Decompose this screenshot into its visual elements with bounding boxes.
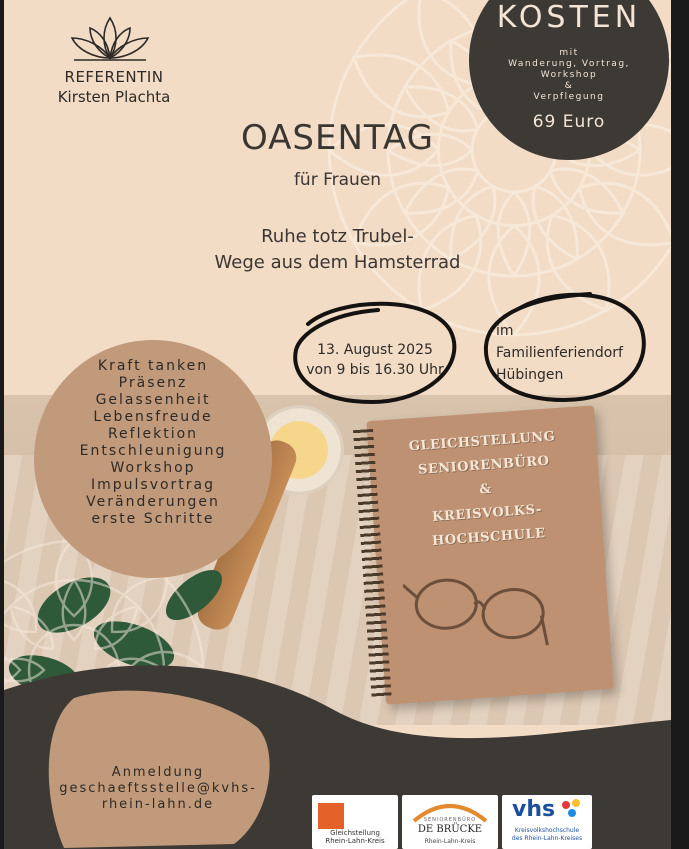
event-motto [4, 224, 671, 276]
topic-item: Entschleunigung [79, 443, 227, 459]
logo-gleichstellung [312, 795, 398, 849]
notebook-line: GLEICHSTELLUNG [408, 429, 556, 455]
motto-line: Ruhe totz Trubel- [261, 226, 414, 247]
notebook-line: SENIORENBÜRO [417, 453, 550, 478]
registration-info [44, 765, 272, 813]
time-line: von 9 bis 16.30 Uhr [306, 362, 444, 378]
bruecke-small-text: SENIORENBÜRO [423, 817, 477, 823]
topic-item: Impulsvortrag [90, 477, 216, 493]
event-title: OASENTAG [240, 118, 435, 158]
lotus-icon [64, 14, 156, 64]
vhs-dot-icon [562, 801, 570, 809]
referent-name: Kirsten Plachta [57, 88, 171, 106]
logo-vhs [502, 795, 592, 849]
topics-circle [34, 340, 272, 578]
flyer [4, 0, 671, 849]
topic-item: Kraft tanken [97, 358, 209, 374]
location-line: Hübingen [496, 367, 564, 383]
registration-email[interactable]: geschaeftsstelle@kvhs- [59, 781, 257, 796]
partner-logos [312, 795, 592, 849]
registration-label: Anmeldung [111, 765, 205, 780]
vhs-wordmark: vhs [512, 797, 556, 822]
motto-line: Wege aus dem Hamsterrad [214, 252, 461, 273]
event-subtitle: für Frauen [293, 170, 382, 190]
gleichstellung-mark-icon [318, 803, 344, 829]
topic-item: erste Schritte [91, 511, 215, 527]
registration-email[interactable]: rhein-lahn.de [101, 797, 215, 812]
gleichstellung-line: Gleichstellung [330, 829, 380, 837]
topic-item: Gelassenheit [95, 392, 211, 408]
bruecke-sub-text: Rhein-Lahn-Kreis [424, 838, 476, 845]
glasses-icon [402, 559, 558, 659]
topic-item: Veränderungen [86, 494, 220, 510]
price-detail-line: & [564, 81, 574, 91]
topic-item: Präsenz [118, 375, 188, 391]
vhs-line: Kreisvolkshochschule [514, 827, 580, 834]
vhs-dot-icon [572, 799, 580, 807]
logo-bruecke [402, 795, 498, 849]
location-line: im [496, 323, 514, 339]
price-detail-line: Wanderung, Vortrag, [508, 59, 630, 69]
topic-item: Workshop [110, 460, 196, 476]
price-heading: KOSTEN [496, 0, 642, 35]
gleichstellung-line: Rhein-Lahn-Kreis [325, 837, 385, 845]
price-detail-line: mit [559, 48, 579, 58]
notebook-line: & [478, 481, 493, 498]
vhs-text [502, 827, 592, 843]
price-value: 69 Euro [532, 112, 606, 132]
topic-item: Lebensfreude [93, 409, 213, 425]
price-detail-line: Verpflegung [533, 92, 605, 102]
price-detail-line: Workshop [540, 70, 598, 80]
notebook-cover-text [368, 425, 604, 561]
topic-item: Reflektion [107, 426, 199, 442]
date-line: 13. August 2025 [317, 342, 433, 358]
topics-list [34, 358, 272, 528]
vhs-line: des Rhein-Lahn-Kreises [511, 835, 583, 842]
referent-label: REFERENTIN [64, 68, 164, 86]
gleichstellung-text [312, 829, 398, 845]
notebook-line: KREISVOLKS- [431, 502, 543, 525]
notebook-line: HOCHSCHULE [431, 526, 546, 549]
event-date [288, 340, 462, 380]
price-details [479, 48, 659, 103]
bruecke-name: DE BRÜCKE [417, 824, 483, 835]
event-location [496, 320, 646, 386]
vhs-dot-icon [568, 809, 576, 817]
location-line: Familienferiendorf [496, 345, 623, 361]
